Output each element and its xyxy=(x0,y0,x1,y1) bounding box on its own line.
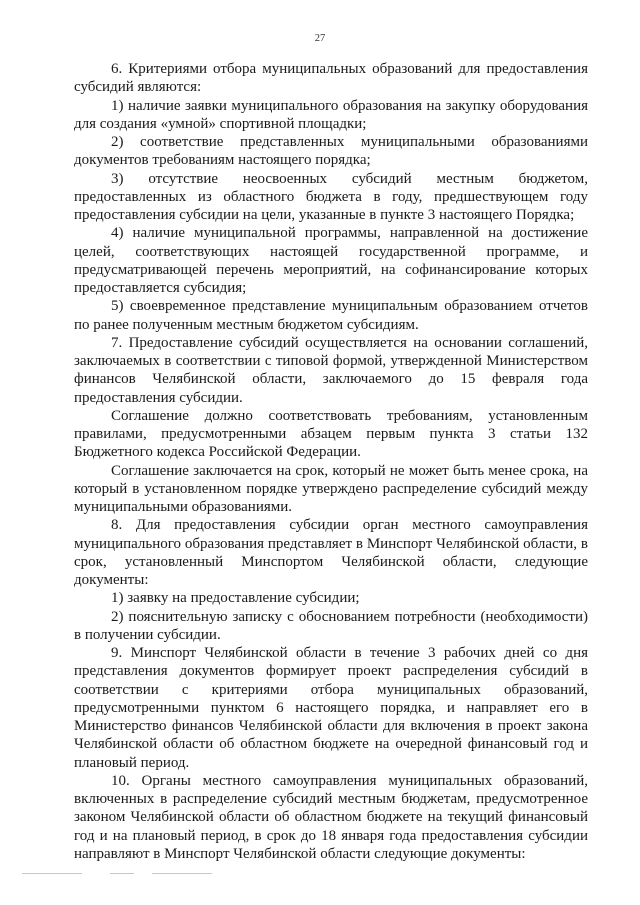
paragraph-criterion-4: 4) наличие муниципальной программы, направленной на достижение целей, соответствующих настоящей государственной программе, и предусматривающей перечень мероприятий, на софинансирование которых предоставляется субсидия; xyxy=(74,225,588,296)
scan-footer-marks xyxy=(22,873,618,875)
paragraph-item-6: 6. Критериями отбора муниципальных образований для предоставления субсидий являются: xyxy=(74,61,588,96)
paragraph-item-9: 9. Минспорт Челябинской области в течение 3 рабочих дней со дня представления документов формирует проект распределения субсидий в соответствии с критериями отбора муниципальных образований, предусмотренными пунктом 6 настоящего порядка, и направляет его в Министерство финансов Челябинской области для включения в проект закона Челябинской области об областном бюджете на очередной финансовый год и плановый период. xyxy=(74,645,588,771)
scan-mark xyxy=(110,873,134,874)
paragraph-item-8: 8. Для предоставления субсидии орган местного самоуправления муниципального образования представляет в Минспорт Челябинской области, в срок, установленный Минспортом Челябинской области, следующие документы: xyxy=(74,517,588,588)
paragraph-criterion-2: 2) соответствие представленных муниципальными образованиями документов требованиям настоящего порядка; xyxy=(74,134,588,169)
scan-mark xyxy=(152,873,212,874)
paragraph-criterion-3: 3) отсутствие неосвоенных субсидий местным бюджетом, предоставленных из областного бюджета в году, предшествующем году предоставления субсидии на цели, указанные в пункте 3 настоящего Порядка; xyxy=(74,170,588,223)
paragraph-item-7: 7. Предоставление субсидий осуществляется на основании соглашений, заключаемых в соответствии с типовой формой, утвержденной Министерством финансов Челябинской области, заключаемого до 15 февраля года предоставления субсидии. xyxy=(74,334,588,406)
paragraph-agreement-term: Соглашение заключается на срок, который не может быть менее срока, на который в установленном порядке утверждено распределение субсидий между муниципальными образованиями. xyxy=(74,462,588,515)
paragraph-agreement-requirements: Соглашение должно соответствовать требованиям, установленным правилами, предусмотренными абзацем первым пункта 3 статьи 132 Бюджетного кодекса Российской Федерации. xyxy=(74,407,588,461)
paragraph-criterion-1: 1) наличие заявки муниципального образования на закупку оборудования для создания «умной» спортивной площадки; xyxy=(74,97,588,132)
scan-mark xyxy=(22,873,82,874)
paragraph-document-2: 2) пояснительную записку с обоснованием потребности (необходимости) в получении субсидии. xyxy=(74,608,588,643)
page-number: 27 xyxy=(314,33,326,44)
paragraph-criterion-5: 5) своевременное представление муниципальным образованием отчетов по ранее полученным местным бюджетом субсидиям. xyxy=(74,298,588,333)
document-body xyxy=(74,60,588,863)
paragraph-document-1: 1) заявку на предоставление субсидии; xyxy=(111,590,360,607)
paragraph-item-10: 10. Органы местного самоуправления муниципальных образований, включенных в распределение субсидий местным бюджетам, предусмотренное законом Челябинской области об областном бюджете на текущий финансовый год и на плановый период, в срок до 18 января года предоставления субсидии направляют в Минспорт Челябинской области следующие документы: xyxy=(74,772,588,862)
